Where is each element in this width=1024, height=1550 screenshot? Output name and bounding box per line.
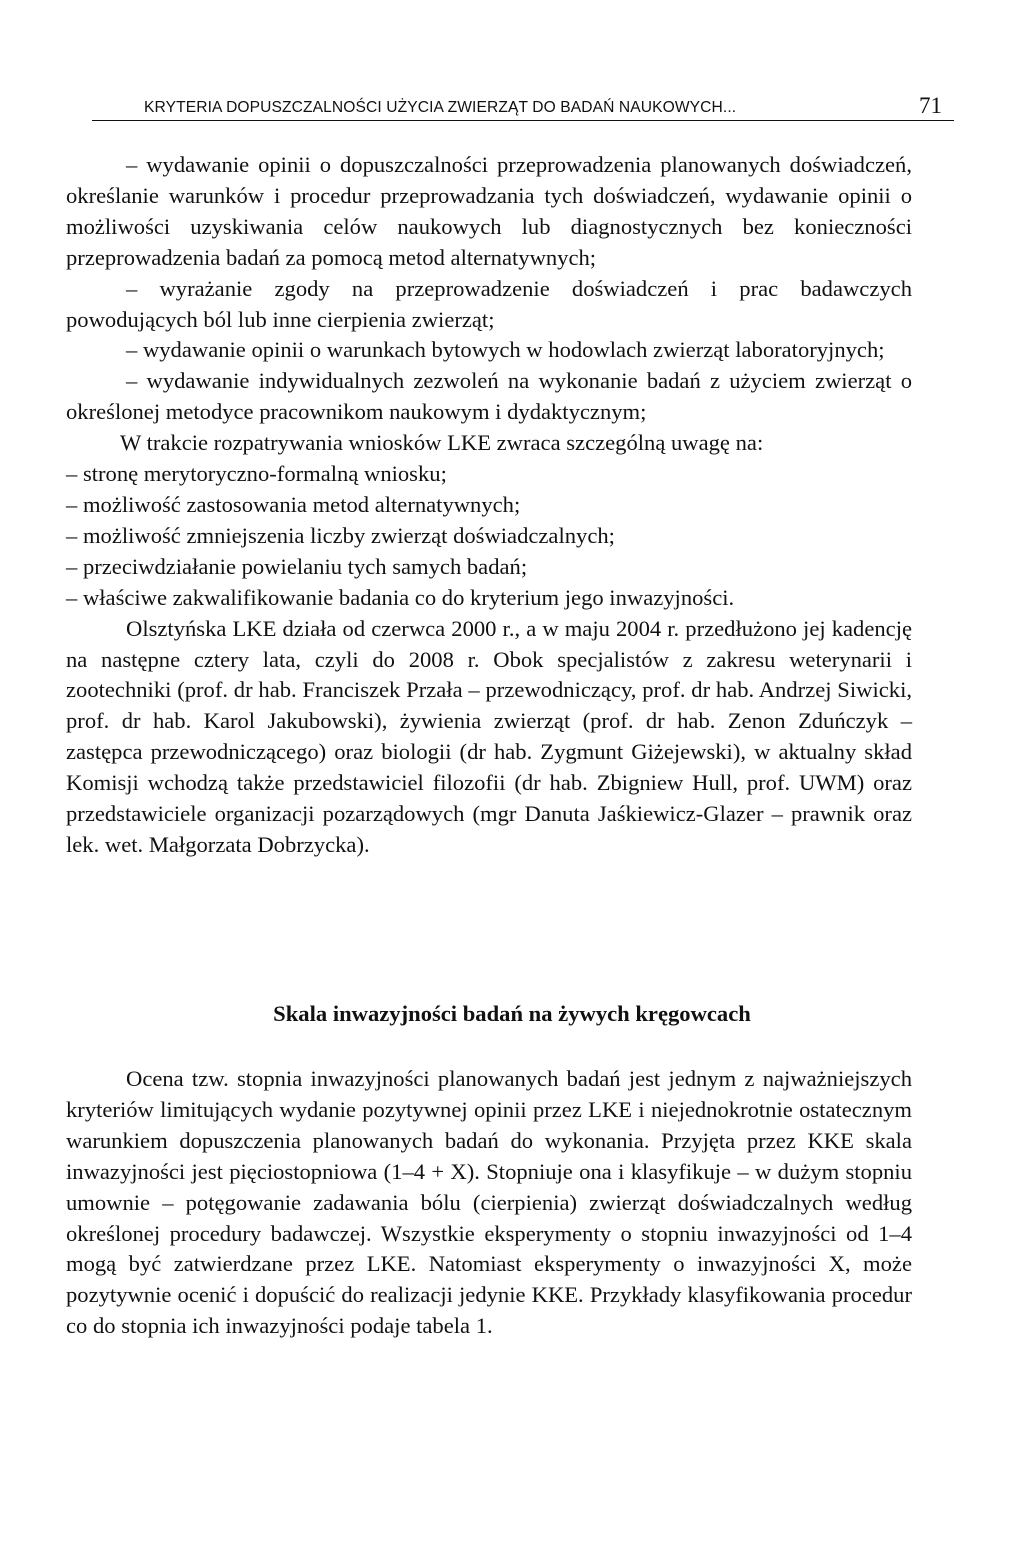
section-heading: Skala inwazyjności badań na żywych kręgowcach — [273, 1001, 751, 1026]
duty-item: – wyrażanie zgody na przeprowadzenie doświadczeń i prac badawczych powodujących ból lub inne cierpienia zwierząt; — [66, 275, 912, 332]
attention-item: – stronę merytoryczno-formalną wniosku; — [66, 461, 447, 487]
body-text-upper — [66, 150, 912, 861]
running-header — [92, 90, 954, 121]
body-text-lower — [66, 1064, 912, 1342]
section-paragraph: Ocena tzw. stopnia inwazyjności planowanych badań jest jednym z najważniejszych kryteriów limitujących wydanie pozytywnej opinii przez LKE i niejednokrotnie ostatecznym warunkiem dopuszczenia planowanych badań do wykonania. Przyjęta przez KKE skala inwazyjności jest pięciostopniowa (1–4 + X). Stopniuje ona i klasyfikuje – w dużym stopniu umownie – potęgowanie zadawania bólu (cierpienia) zwierząt doświadczalnych według określonej procedury badawczej. Wszystkie eksperymenty o stopniu inwazyjności od 1–4 mogą być zatwierdzane przez LKE. Natomiast eksperymenty o inwazyjności X, może pozytywnie ocenić i dopuścić do realizacji jedynie KKE. Przykłady klasyfikowania procedur co do stopnia ich inwazyjności podaje tabela 1. — [66, 1066, 912, 1339]
attention-item: – możliwość zastosowania metod alternatywnych; — [66, 491, 521, 517]
attention-item: – właściwe zakwalifikowanie badania co do kryterium jego inwazyjności. — [66, 584, 735, 610]
attention-item: – możliwość zmniejszenia liczby zwierząt doświadczalnych; — [66, 522, 615, 548]
duty-item: – wydawanie opinii o dopuszczalności przeprowadzenia planowanych doświadczeń, określanie warunków i procedur przeprowadzania tych doświadczeń, wydawanie opinii o możliwości uzyskiwania celów naukowych lub diagnostycznych bez konieczności przeprowadzenia badań za pomocą metod alternatywnych; — [66, 152, 912, 270]
attention-item: – przeciwdziałanie powielaniu tych samych badań; — [66, 553, 528, 579]
duty-item: – wydawanie indywidualnych zezwoleń na wykonanie badań z użyciem zwierząt o określonej metodyce pracownikom naukowym i dydaktycznym; — [66, 368, 912, 425]
attention-intro: W trakcie rozpatrywania wniosków LKE zwraca szczególną uwagę na: — [120, 430, 764, 456]
page-number: 71 — [919, 93, 942, 118]
running-title: KRYTERIA DOPUSZCZALNOŚCI UŻYCIA ZWIERZĄT DO BADAŃ NAUKOWYCH... — [144, 99, 737, 116]
composition-paragraph: Olsztyńska LKE działa od czerwca 2000 r., a w maju 2004 r. przedłużono jej kadencję na następne cztery lata, czyli do 2008 r. Obok specjalistów z zakresu weterynarii i zootechniki (prof. dr hab. Franciszek Przała – przewodniczący, prof. dr hab. Andrzej Siwicki, prof. dr hab. Karol Jakubowski), żywienia zwierząt (prof. dr hab. Zenon Zduńczyk – zastępca przewodniczącego) oraz biologii (dr hab. Zygmunt Giżejewski), w aktualny skład Komisji wchodzą także przedstawiciel filozofii (dr hab. Zbigniew Hull, prof. UWM) oraz przedstawiciele organizacji pozarządowych (mgr Danuta Jaśkiewicz-Glazer – prawnik oraz lek. wet. Małgorzata Dobrzycka). — [66, 615, 912, 857]
duty-item: – wydawanie opinii o warunkach bytowych w hodowlach zwierząt laboratoryjnych; — [126, 337, 885, 363]
